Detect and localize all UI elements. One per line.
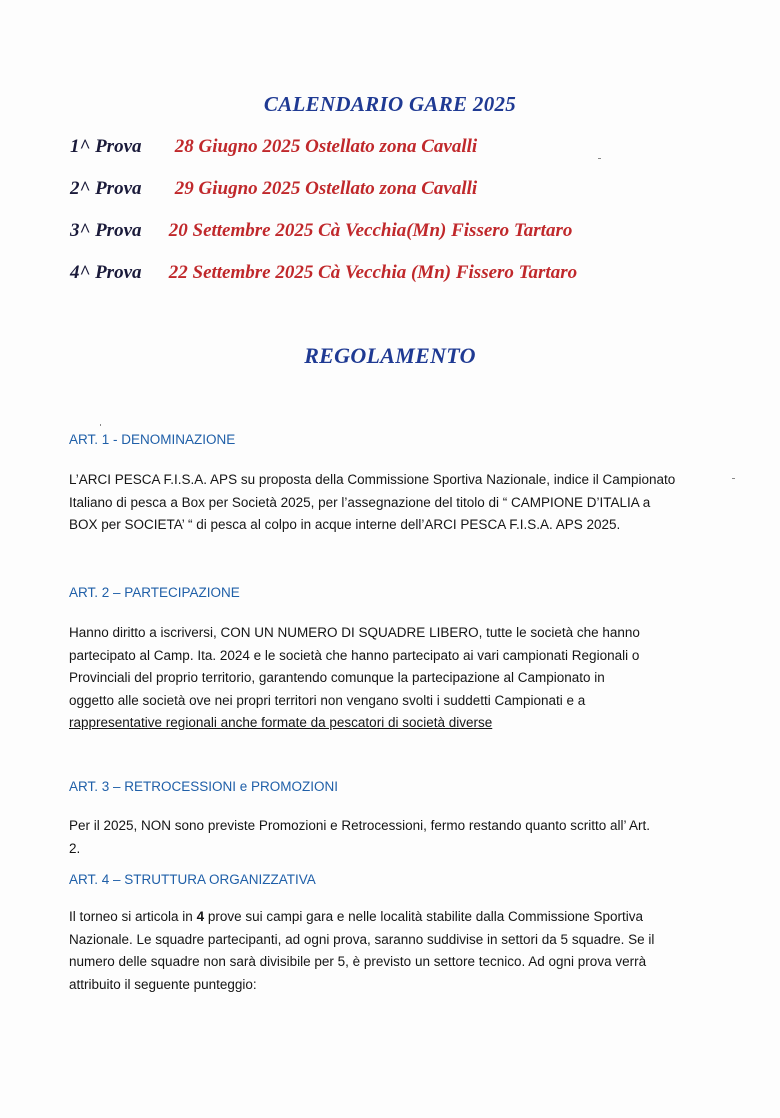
scan-speck <box>598 158 601 159</box>
text-line: attribuito il seguente punteggio: <box>69 976 257 992</box>
text-line: oggetto alle società ove nei propri territori non vengano svolti i suddetti Campionati e a <box>69 692 586 708</box>
text-line: 2. <box>69 840 81 856</box>
prova-row-3 <box>70 220 572 242</box>
prova-detail: 29 Giugno 2025 Ostellato zona Cavalli <box>174 178 478 199</box>
article-1-body <box>69 469 719 537</box>
regolamento-title: REGOLAMENTO <box>304 343 476 368</box>
prova-label: 1^ Prova <box>70 136 142 157</box>
text-segment: Il torneo si articola in <box>69 909 197 924</box>
text-line-underlined: rappresentative regionali anche formate da pescatori di società diverse <box>69 715 493 730</box>
article-2-body <box>69 622 719 735</box>
article-1-heading: ART. 1 - DENOMINAZIONE <box>69 432 236 447</box>
text-line: BOX per SOCIETA’ “ di pesca al colpo in acque interne dell’ARCI PESCA F.I.S.A. APS 2025. <box>69 517 621 532</box>
text-line: numero delle squadre non sarà divisibile per 5, è previsto un settore tecnico. Ad ogni prova verrà <box>69 954 647 969</box>
text-line: Per il 2025, NON sono previste Promozioni e Retrocessioni, fermo restando quanto scritto all’ Art. <box>69 818 651 833</box>
prova-detail: 22 Settembre 2025 Cà Vecchia (Mn) Fissero Tartaro <box>168 262 578 283</box>
scan-speck <box>732 478 735 479</box>
text-line: L’ARCI PESCA F.I.S.A. APS su proposta della Commissione Sportiva Nazionale, indice il Campionato <box>69 472 676 487</box>
prova-label: 3^ Prova <box>70 220 142 241</box>
prova-detail: 20 Settembre 2025 Cà Vecchia(Mn) Fissero Tartaro <box>168 220 573 241</box>
text-line <box>69 906 719 929</box>
article-4-heading: ART. 4 – STRUTTURA ORGANIZZATIVA <box>69 872 316 887</box>
text-segment: prove sui campi gara e nelle località stabilite dalla Commissione Sportiva <box>204 909 644 924</box>
article-3-body <box>69 815 719 860</box>
text-line: partecipato al Camp. Ita. 2024 e le società che hanno partecipato ai vari campionati Regionali o <box>69 647 640 663</box>
prova-row-2 <box>70 178 477 200</box>
text-line: Italiano di pesca a Box per Società 2025, per l’assegnazione del titolo di “ CAMPIONE D’ITALIA a <box>69 494 651 510</box>
text-line: Provinciali del proprio territorio, garantendo comunque la partecipazione al Campionato in <box>69 670 605 685</box>
text-line: Hanno diritto a iscriversi, CON UN NUMERO DI SQUADRE LIBERO, tutte le società che hanno <box>69 625 640 640</box>
bold-number: 4 <box>196 909 205 924</box>
calendar-title: CALENDARIO GARE 2025 <box>263 92 517 116</box>
text-line: Nazionale. Le squadre partecipanti, ad ogni prova, saranno suddivise in settori da 5 squadre. Se il <box>69 931 655 947</box>
article-2-heading: ART. 2 – PARTECIPAZIONE <box>69 585 240 600</box>
prova-label: 4^ Prova <box>70 262 142 283</box>
article-4-body <box>69 906 719 996</box>
prova-label: 2^ Prova <box>70 178 142 199</box>
article-3-heading: ART. 3 – RETROCESSIONI e PROMOZIONI <box>69 779 339 794</box>
prova-row-4 <box>70 262 577 284</box>
scan-speck <box>100 424 101 426</box>
prova-row-1 <box>70 136 477 158</box>
prova-detail: 28 Giugno 2025 Ostellato zona Cavalli <box>174 136 478 157</box>
